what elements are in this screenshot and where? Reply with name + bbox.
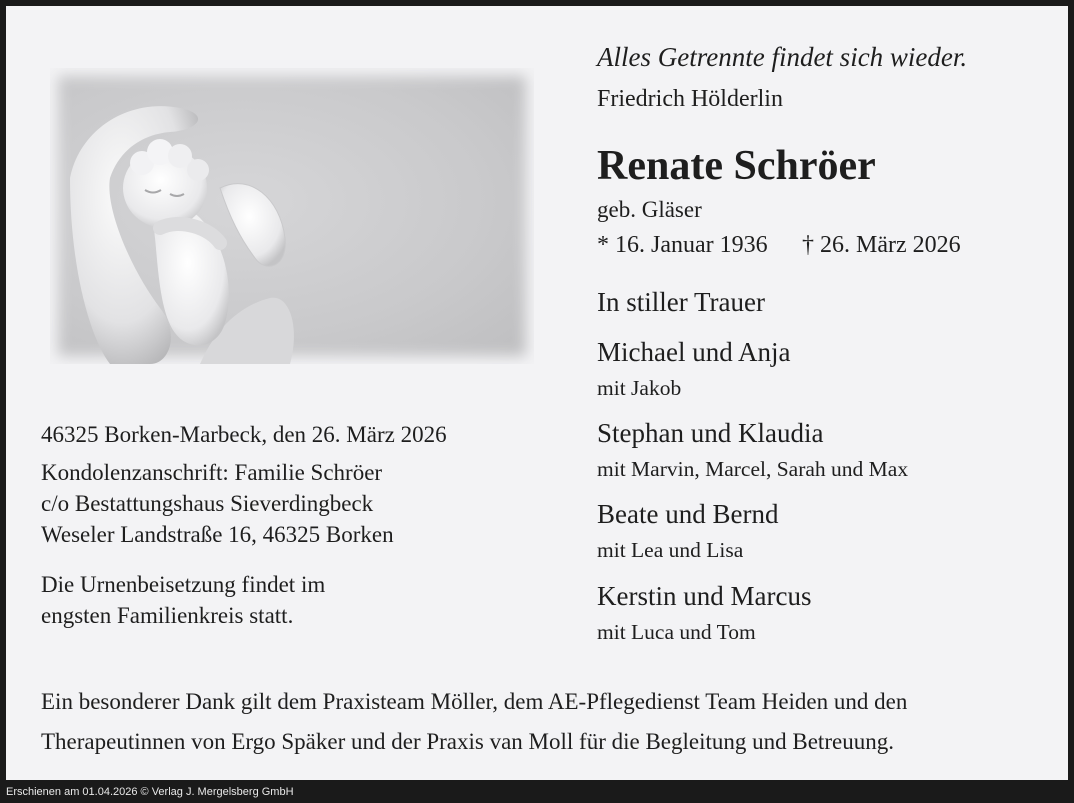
burial-note-line: Die Urnenbeisetzung findet im xyxy=(41,572,326,597)
family-children: mit Luca und Tom xyxy=(597,620,756,644)
birth-date: * 16. Januar 1936 xyxy=(597,232,768,258)
angel-photo xyxy=(50,68,534,364)
address-line: c/o Bestattungshaus Sieverdingbeck xyxy=(41,491,374,516)
thanks-line: Ein besonderer Dank gilt dem Praxisteam Möller, dem AE-Pflegedienst Team Heiden und den xyxy=(41,689,908,714)
burial-note-line: engsten Familienkreis statt. xyxy=(41,603,294,628)
family-names: Beate und Bernd xyxy=(597,499,779,529)
quote: Alles Getrennte findet sich wieder. xyxy=(597,42,968,72)
angel-in-hand-illustration xyxy=(50,68,534,364)
death-date: † 26. März 2026 xyxy=(802,232,961,258)
address-line: Kondolenzanschrift: Familie Schröer xyxy=(41,460,383,485)
quote-author: Friedrich Hölderlin xyxy=(597,86,783,112)
deceased-name: Renate Schröer xyxy=(597,143,876,189)
family-children: mit Jakob xyxy=(597,376,682,400)
publication-footer: Erschienen am 01.04.2026 © Verlag J. Mergelsberg GmbH xyxy=(0,782,1074,803)
family-names: Stephan und Klaudia xyxy=(597,418,824,448)
obituary-card xyxy=(6,6,1068,780)
address-line: Weseler Landstraße 16, 46325 Borken xyxy=(41,522,394,547)
family-names: Michael und Anja xyxy=(597,337,791,367)
place-date: 46325 Borken-Marbeck, den 26. März 2026 xyxy=(41,422,447,447)
thanks-line: Therapeutinnen von Ergo Späker und der Praxis van Moll für die Begleitung und Betreuung. xyxy=(41,729,894,754)
family-children: mit Lea und Lisa xyxy=(597,538,744,562)
family-names: Kerstin und Marcus xyxy=(597,581,812,611)
mourning-intro: In stiller Trauer xyxy=(597,287,765,317)
family-children: mit Marvin, Marcel, Sarah und Max xyxy=(597,457,909,481)
maiden-name: geb. Gläser xyxy=(597,197,702,222)
